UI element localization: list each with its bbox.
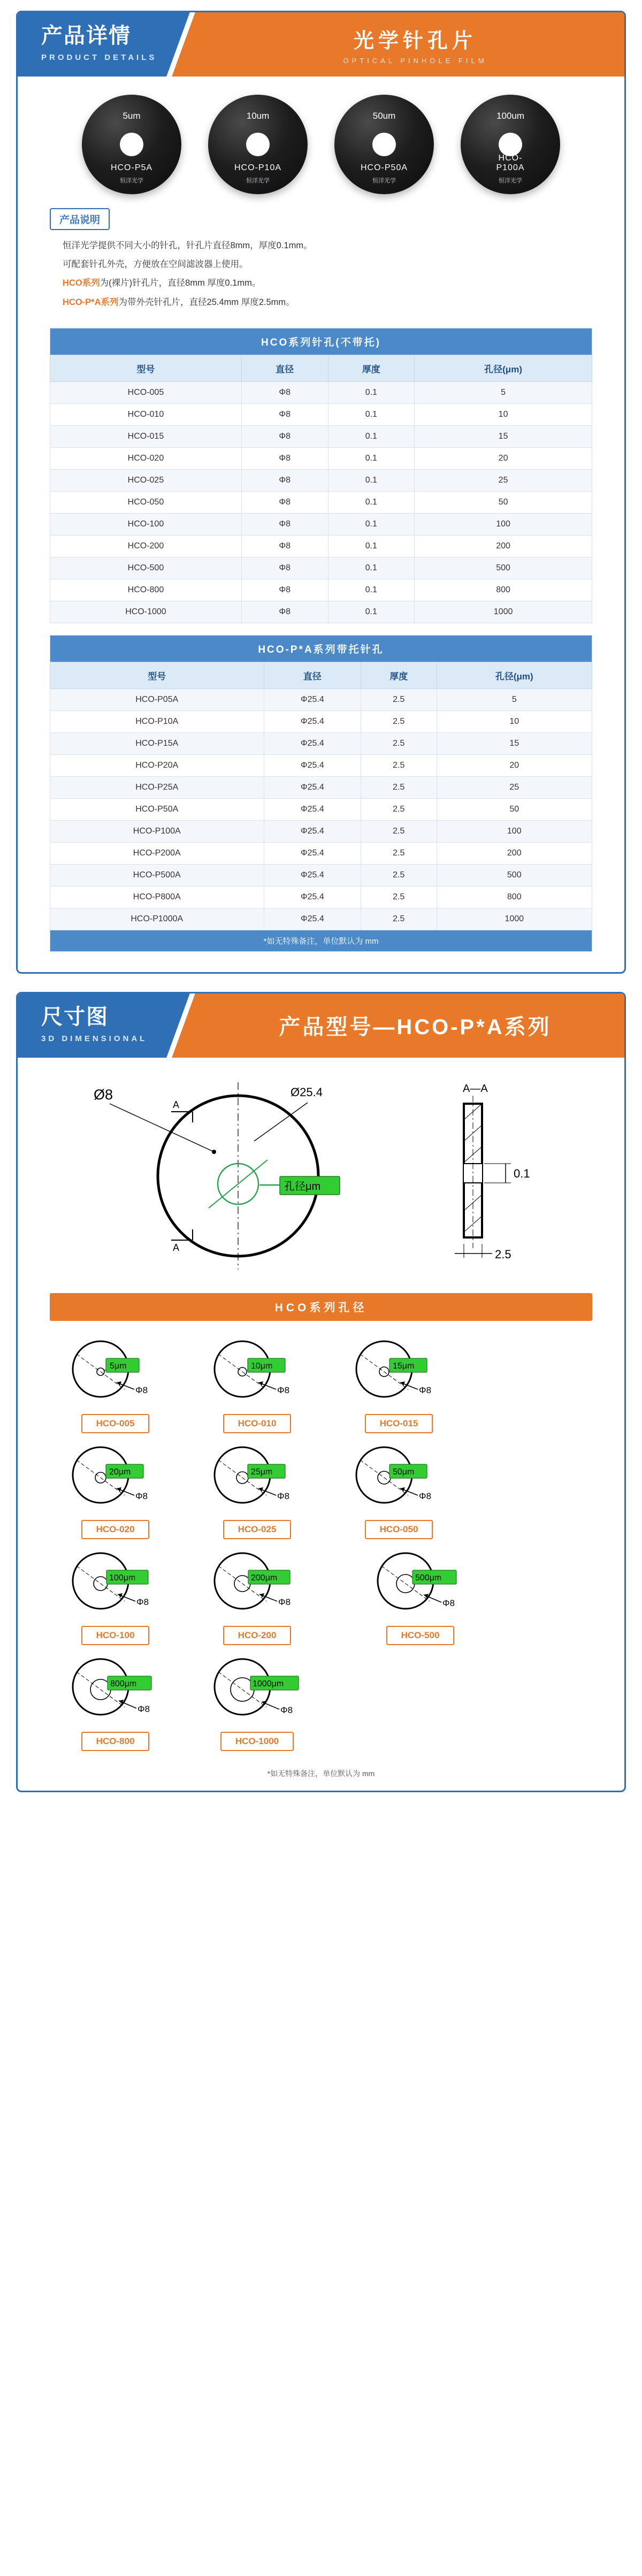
dimension-footnote: *如无特殊备注，单位默认为 mm xyxy=(267,1769,375,1778)
hole-diagram-cell xyxy=(328,1332,470,1433)
cut-label-top: A xyxy=(173,1099,180,1110)
cell-diameter: Φ25.4 xyxy=(264,864,361,886)
table-header-row xyxy=(50,355,592,381)
banner-en-title: 3D DIMENSIONAL xyxy=(41,1034,148,1043)
disc-hole-icon xyxy=(120,133,143,156)
table-row xyxy=(50,403,592,425)
cell-diameter: Φ25.4 xyxy=(264,798,361,820)
dimension-drawing-row xyxy=(18,1072,624,1275)
hole-size-label: 200μm xyxy=(251,1573,278,1583)
cell-thickness: 0.1 xyxy=(328,579,415,601)
hole-size-label: 15μm xyxy=(393,1361,415,1371)
description-line-4-rest: 为带外壳针孔片，直径25.4mm 厚度2.5mm。 xyxy=(118,297,295,307)
cell-aperture: 25 xyxy=(437,776,592,798)
hole-diagram-cell xyxy=(44,1543,186,1645)
outer-diameter-label: Φ8 xyxy=(135,1385,148,1395)
cell-thickness: 0.1 xyxy=(328,535,415,557)
cell-model: HCO-P10A xyxy=(50,710,264,732)
disc-size-label: 10um xyxy=(246,111,270,121)
cell-diameter: Φ8 xyxy=(241,579,328,601)
outer-diameter-label: Φ8 xyxy=(419,1385,432,1395)
description-line-3-highlight: HCO系列 xyxy=(63,278,100,288)
cell-model: HCO-P500A xyxy=(50,864,264,886)
table-row xyxy=(50,557,592,579)
hole-diagram-cell xyxy=(186,1332,328,1433)
table-row xyxy=(50,447,592,469)
cell-aperture: 15 xyxy=(437,732,592,754)
table1-header-thickness: 厚度 xyxy=(328,355,415,381)
cell-diameter: Φ25.4 xyxy=(264,908,361,930)
table2-header-aperture: 孔径(μm) xyxy=(437,662,592,689)
cell-thickness: 2.5 xyxy=(361,776,437,798)
table1-header-diameter: 直径 xyxy=(241,355,328,381)
cell-thickness: 0.1 xyxy=(328,491,415,513)
outer-diameter-label: Φ8 xyxy=(442,1597,455,1608)
table1-header-model: 型号 xyxy=(50,355,242,381)
table2-note: *如无特殊备注，单位默认为 mm xyxy=(50,930,592,952)
cell-aperture: 5 xyxy=(415,381,592,403)
hole-diagram xyxy=(44,1543,178,1624)
cell-diameter: Φ8 xyxy=(241,535,328,557)
cell-model: HCO-020 xyxy=(50,447,242,469)
cell-diameter: Φ8 xyxy=(241,491,328,513)
table-row xyxy=(50,469,592,491)
cell-diameter: Φ25.4 xyxy=(264,776,361,798)
cell-aperture: 1000 xyxy=(415,601,592,623)
hole-diagram-grid xyxy=(18,1332,624,1761)
table-hco-pa-series xyxy=(50,635,592,930)
label-diameter-254: Ø25.4 xyxy=(291,1085,323,1099)
disc-model-label: HCO-P50A xyxy=(360,163,408,172)
hole-diagram-cell xyxy=(44,1649,186,1751)
table-row xyxy=(50,710,592,732)
table-header-row xyxy=(50,662,592,689)
cell-thickness: 0.1 xyxy=(328,557,415,579)
hole-size-label: 50μm xyxy=(393,1467,415,1477)
hole-size-label: 10μm xyxy=(251,1361,273,1371)
cell-model: HCO-100 xyxy=(50,513,242,535)
cell-thickness: 2.5 xyxy=(361,754,437,776)
table-row xyxy=(50,908,592,930)
cell-thickness: 0.1 xyxy=(328,513,415,535)
cell-aperture: 10 xyxy=(437,710,592,732)
table1-caption: HCO系列针孔(不带托) xyxy=(50,328,592,355)
cell-thickness: 0.1 xyxy=(328,403,415,425)
cell-model: HCO-P20A xyxy=(50,754,264,776)
table-row xyxy=(50,754,592,776)
banner-cn-title: 产品详情 xyxy=(41,24,131,48)
table-row xyxy=(50,842,592,864)
section-product-details xyxy=(16,11,626,974)
hole-diagram-cell xyxy=(186,1649,328,1751)
product-photo xyxy=(334,95,434,194)
hole-size-label: 20μm xyxy=(109,1467,131,1477)
cell-thickness: 2.5 xyxy=(361,908,437,930)
cell-aperture: 20 xyxy=(415,447,592,469)
cell-diameter: Φ8 xyxy=(241,381,328,403)
outer-diameter-label: Φ8 xyxy=(277,1490,290,1501)
cell-thickness: 2.5 xyxy=(361,732,437,754)
cell-model: HCO-P15A xyxy=(50,732,264,754)
hole-diagram-cell xyxy=(186,1438,328,1539)
hole-diagram xyxy=(349,1543,483,1624)
table-hco-series xyxy=(50,328,592,623)
hole-model-label: HCO-015 xyxy=(365,1414,433,1433)
outer-diameter-label: Φ8 xyxy=(280,1704,293,1715)
cell-aperture: 800 xyxy=(415,579,592,601)
hole-diagram xyxy=(186,1649,320,1730)
table-row xyxy=(50,886,592,908)
cell-aperture: 10 xyxy=(415,403,592,425)
cell-diameter: Φ25.4 xyxy=(264,842,361,864)
cell-aperture: 800 xyxy=(437,886,592,908)
cell-diameter: Φ25.4 xyxy=(264,732,361,754)
table-row xyxy=(50,601,592,623)
outer-diameter-label: Φ8 xyxy=(419,1490,432,1501)
banner-right-block xyxy=(206,993,624,1058)
description-line-4-highlight: HCO-P*A系列 xyxy=(63,297,119,307)
description-line-3-rest: 为(裸片)针孔片，直径8mm 厚度0.1mm。 xyxy=(100,278,261,288)
cell-model: HCO-050 xyxy=(50,491,242,513)
label-hole-diameter: 孔径μm xyxy=(284,1180,321,1193)
disc-model-label: HCO-P100A xyxy=(496,154,525,172)
outer-diameter-label: Φ8 xyxy=(137,1703,150,1714)
table-row xyxy=(50,381,592,403)
table2-header-thickness: 厚度 xyxy=(361,662,437,689)
banner-dimension xyxy=(18,993,624,1058)
label-thickness-25: 2.5 xyxy=(495,1247,511,1261)
cell-aperture: 500 xyxy=(437,864,592,886)
cell-model: HCO-800 xyxy=(50,579,242,601)
cell-aperture: 500 xyxy=(415,557,592,579)
cell-model: HCO-P05A xyxy=(50,689,264,710)
banner-left-block xyxy=(18,12,194,77)
hole-diagram xyxy=(186,1332,320,1412)
table-row xyxy=(50,732,592,754)
description-line-1: 恒洋光学提供不同大小的针孔，针孔片直径8mm，厚度0.1mm。 xyxy=(63,241,312,250)
hole-diagram-cell xyxy=(186,1543,328,1645)
hole-model-label: HCO-500 xyxy=(386,1626,455,1645)
pinhole-disc-image xyxy=(82,95,181,194)
cell-thickness: 2.5 xyxy=(361,710,437,732)
table-row xyxy=(50,535,592,557)
cell-thickness: 2.5 xyxy=(361,842,437,864)
front-view-drawing xyxy=(78,1072,409,1275)
disc-size-label: 100um xyxy=(496,111,524,121)
pinhole-disc-image xyxy=(208,95,308,194)
cell-diameter: Φ25.4 xyxy=(264,886,361,908)
table-spacer xyxy=(50,623,592,635)
hole-model-label: HCO-025 xyxy=(223,1520,292,1539)
cell-model: HCO-P50A xyxy=(50,798,264,820)
banner-product-name-en: OPTICAL PINHOLE FILM xyxy=(343,57,487,65)
hole-model-label: HCO-020 xyxy=(81,1520,150,1539)
disc-size-label: 5um xyxy=(123,111,141,121)
hole-diagram-cell xyxy=(328,1438,470,1539)
table-row xyxy=(50,579,592,601)
cell-aperture: 15 xyxy=(415,425,592,447)
cell-diameter: Φ8 xyxy=(241,425,328,447)
dimension-drawing-area xyxy=(18,1058,624,1280)
hole-size-label: 500μm xyxy=(415,1573,442,1583)
cell-aperture: 200 xyxy=(437,842,592,864)
cell-thickness: 2.5 xyxy=(361,820,437,842)
table2-header-diameter: 直径 xyxy=(264,662,361,689)
table1-header-aperture: 孔径(μm) xyxy=(415,355,592,381)
description-line-4 xyxy=(63,295,592,310)
cell-model: HCO-500 xyxy=(50,557,242,579)
hole-diagram xyxy=(44,1332,178,1412)
banner-product-details xyxy=(18,12,624,77)
banner-model-title: 产品型号—HCO-P*A系列 xyxy=(279,1015,552,1039)
hole-diagram xyxy=(44,1649,178,1730)
section-view-drawing xyxy=(431,1072,564,1275)
pinhole-disc-image xyxy=(334,95,434,194)
cell-thickness: 2.5 xyxy=(361,798,437,820)
hole-model-label: HCO-100 xyxy=(81,1626,150,1645)
cell-diameter: Φ8 xyxy=(241,557,328,579)
hole-size-label: 800μm xyxy=(110,1679,137,1688)
disc-brand-label: 恒洋光学 xyxy=(246,178,270,184)
table-wrap-hco-series xyxy=(18,328,624,957)
cell-aperture: 5 xyxy=(437,689,592,710)
cell-thickness: 2.5 xyxy=(361,689,437,710)
hole-diagram xyxy=(44,1438,178,1518)
table-row xyxy=(50,864,592,886)
product-photo xyxy=(82,95,181,194)
description-block xyxy=(18,205,624,328)
outer-diameter-label: Φ8 xyxy=(135,1490,148,1501)
cell-diameter: Φ25.4 xyxy=(264,689,361,710)
cell-aperture: 100 xyxy=(437,820,592,842)
hole-grid-title: HCO系列孔径 xyxy=(50,1293,592,1321)
outer-diameter-label: Φ8 xyxy=(277,1385,290,1395)
description-tag: 产品说明 xyxy=(50,208,110,230)
hole-size-label: 5μm xyxy=(110,1361,127,1371)
cell-aperture: 200 xyxy=(415,535,592,557)
hole-model-label: HCO-010 xyxy=(223,1414,292,1433)
disc-brand-label: 恒洋光学 xyxy=(120,178,143,184)
product-photo-row xyxy=(18,77,624,205)
cell-model: HCO-015 xyxy=(50,425,242,447)
disc-hole-icon xyxy=(499,133,522,156)
cell-diameter: Φ8 xyxy=(241,601,328,623)
cell-model: HCO-P1000A xyxy=(50,908,264,930)
disc-hole-icon xyxy=(246,133,270,156)
banner-cn-title: 尺寸图 xyxy=(41,1005,109,1029)
cell-diameter: Φ25.4 xyxy=(264,820,361,842)
label-thickness-01: 0.1 xyxy=(514,1166,530,1180)
hole-model-label: HCO-800 xyxy=(81,1732,150,1751)
hole-diagram xyxy=(328,1332,462,1412)
cell-model: HCO-010 xyxy=(50,403,242,425)
cell-model: HCO-025 xyxy=(50,469,242,491)
product-photo xyxy=(461,95,560,194)
hole-model-label: HCO-050 xyxy=(365,1520,433,1539)
disc-brand-label: 恒洋光学 xyxy=(372,178,396,184)
cell-aperture: 50 xyxy=(415,491,592,513)
disc-model-label: HCO-P10A xyxy=(234,163,282,172)
cell-aperture: 1000 xyxy=(437,908,592,930)
cell-aperture: 100 xyxy=(415,513,592,535)
hole-size-label: 25μm xyxy=(251,1467,273,1477)
cell-model: HCO-P100A xyxy=(50,820,264,842)
label-diameter-8: Ø8 xyxy=(94,1086,113,1103)
description-line-3 xyxy=(63,276,592,291)
table-row xyxy=(50,820,592,842)
cell-diameter: Φ8 xyxy=(241,447,328,469)
cell-thickness: 2.5 xyxy=(361,886,437,908)
banner-left-block xyxy=(18,993,194,1058)
table2-caption: HCO-P*A系列带托针孔 xyxy=(50,635,592,662)
table-row xyxy=(50,776,592,798)
cell-diameter: Φ8 xyxy=(241,403,328,425)
disc-hole-icon xyxy=(372,133,396,156)
hole-model-label: HCO-005 xyxy=(81,1414,150,1433)
hole-size-label: 100μm xyxy=(109,1573,136,1583)
cell-diameter: Φ8 xyxy=(241,469,328,491)
table-row xyxy=(50,425,592,447)
table-row xyxy=(50,798,592,820)
banner-en-title: PRODUCT DETAILS xyxy=(41,53,157,62)
cell-model: HCO-005 xyxy=(50,381,242,403)
table-row xyxy=(50,513,592,535)
table-row xyxy=(50,689,592,710)
section-dimension xyxy=(16,992,626,1792)
cell-model: HCO-1000 xyxy=(50,601,242,623)
outer-diameter-label: Φ8 xyxy=(136,1596,149,1607)
cell-thickness: 2.5 xyxy=(361,864,437,886)
cell-model: HCO-P25A xyxy=(50,776,264,798)
hole-model-label: HCO-1000 xyxy=(220,1732,294,1751)
hole-diagram-cell-empty xyxy=(328,1649,470,1751)
hole-size-label: 1000μm xyxy=(253,1679,284,1688)
cell-diameter: Φ25.4 xyxy=(264,710,361,732)
hole-model-label: HCO-200 xyxy=(223,1626,292,1645)
disc-brand-label: 恒洋光学 xyxy=(499,178,522,184)
description-text xyxy=(50,239,592,310)
table-row xyxy=(50,491,592,513)
banner-right-block xyxy=(206,12,624,77)
hole-diagram xyxy=(186,1543,320,1624)
pinhole-disc-image xyxy=(461,95,560,194)
cell-aperture: 25 xyxy=(415,469,592,491)
cell-thickness: 0.1 xyxy=(328,601,415,623)
outer-diameter-label: Φ8 xyxy=(278,1596,291,1607)
cell-diameter: Φ8 xyxy=(241,513,328,535)
hole-diagram-cell xyxy=(44,1332,186,1433)
disc-size-label: 50um xyxy=(372,111,396,121)
banner-product-name-cn: 光学针孔片 xyxy=(353,30,477,52)
hole-diagram-cell xyxy=(349,1543,491,1645)
hole-diagram xyxy=(328,1438,462,1518)
cell-thickness: 0.1 xyxy=(328,425,415,447)
cell-diameter: Φ25.4 xyxy=(264,754,361,776)
hole-diagram xyxy=(186,1438,320,1518)
hole-diagram-cell xyxy=(44,1438,186,1539)
cell-model: HCO-P800A xyxy=(50,886,264,908)
disc-model-label: HCO-P5A xyxy=(110,163,153,172)
cell-model: HCO-P200A xyxy=(50,842,264,864)
product-photo xyxy=(208,95,308,194)
cell-aperture: 20 xyxy=(437,754,592,776)
description-line-2: 可配套针孔外壳，方便放在空间滤波器上使用。 xyxy=(63,259,248,270)
cell-aperture: 50 xyxy=(437,798,592,820)
cell-thickness: 0.1 xyxy=(328,381,415,403)
cell-model: HCO-200 xyxy=(50,535,242,557)
table2-header-model: 型号 xyxy=(50,662,264,689)
cut-label-bottom: A xyxy=(173,1242,180,1253)
cell-thickness: 0.1 xyxy=(328,469,415,491)
cell-thickness: 0.1 xyxy=(328,447,415,469)
section-label: A—A xyxy=(463,1082,488,1095)
